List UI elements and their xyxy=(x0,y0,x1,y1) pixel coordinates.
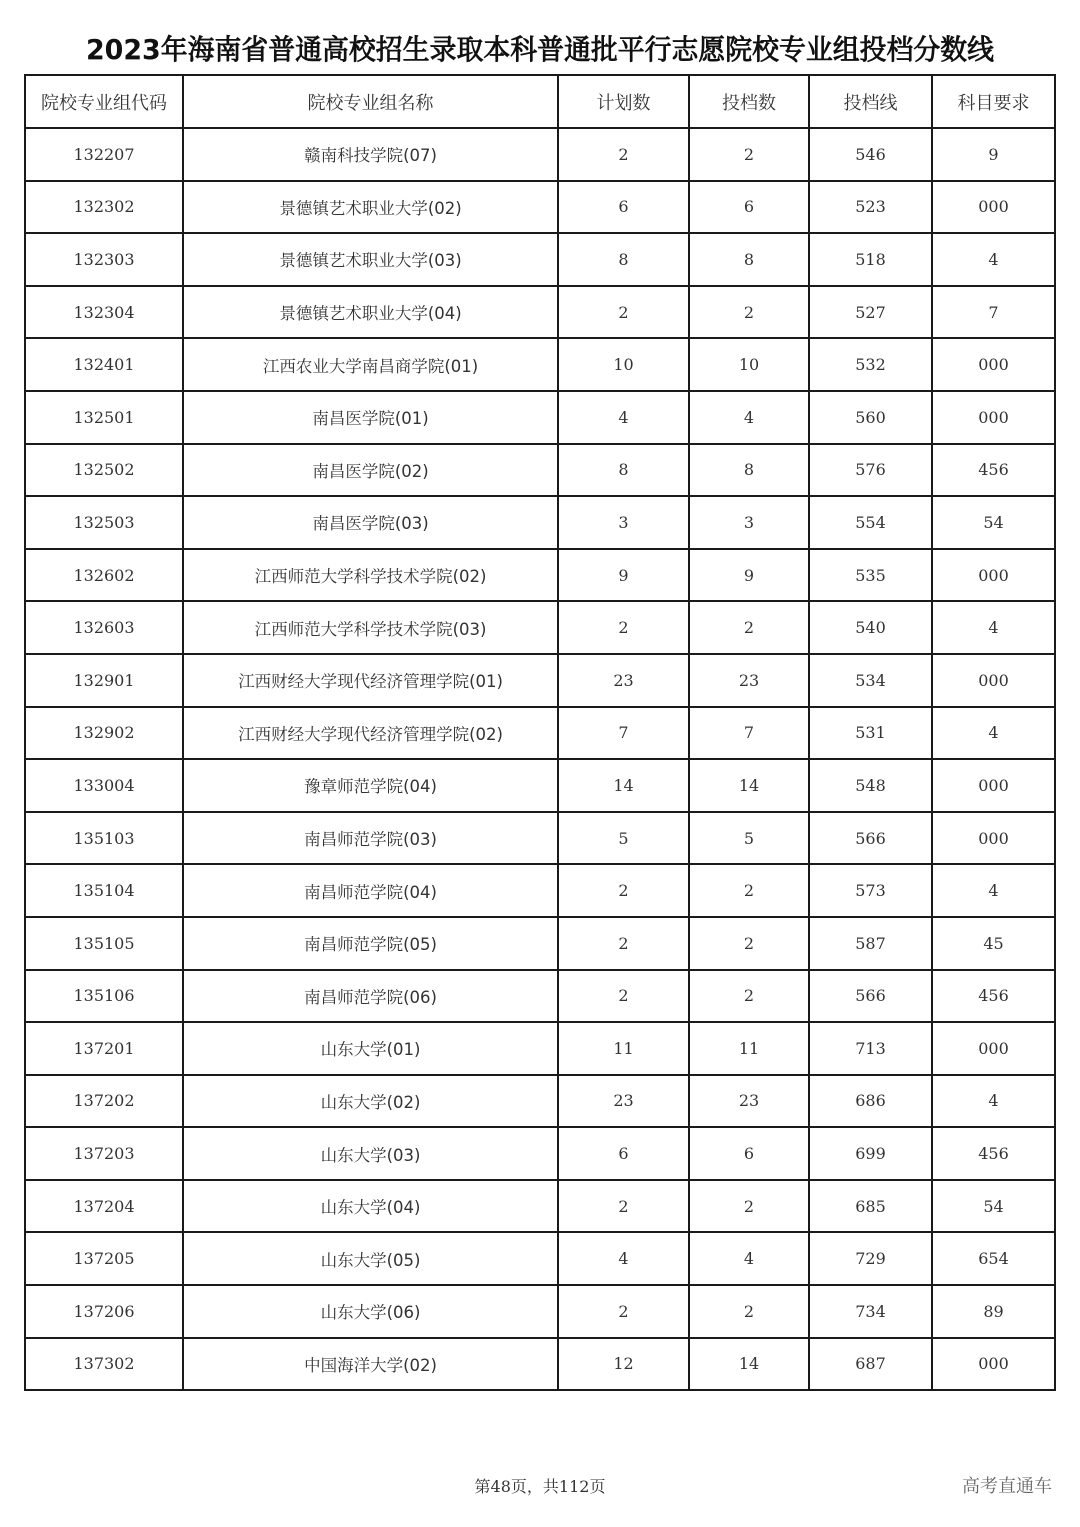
cell-group-name: 山东大学(04) xyxy=(183,1180,558,1233)
page-number: 第48页，共112页 xyxy=(474,1477,606,1496)
cell-subject-requirement: 54 xyxy=(932,496,1055,549)
table-row xyxy=(25,601,1055,654)
cell-admitted-count: 11 xyxy=(689,1022,809,1075)
cell-group-name: 景德镇艺术职业大学(02) xyxy=(183,181,558,234)
cell-cutoff-score: 686 xyxy=(809,1075,932,1128)
admission-score-table xyxy=(24,74,1056,1391)
cell-group-code: 132207 xyxy=(25,128,183,181)
cell-cutoff-score: 534 xyxy=(809,654,932,707)
cell-group-name: 江西师范大学科学技术学院(03) xyxy=(183,601,558,654)
cell-admitted-count: 6 xyxy=(689,1127,809,1180)
cell-group-name: 江西农业大学南昌商学院(01) xyxy=(183,338,558,391)
cell-plan-count: 8 xyxy=(558,233,689,286)
cell-group-name: 南昌医学院(01) xyxy=(183,391,558,444)
cell-cutoff-score: 532 xyxy=(809,338,932,391)
cell-admitted-count: 2 xyxy=(689,864,809,917)
table-row xyxy=(25,1232,1055,1285)
cell-group-name: 南昌医学院(03) xyxy=(183,496,558,549)
cell-cutoff-score: 734 xyxy=(809,1285,932,1338)
document-title: 2023年海南省普通高校招生录取本科普通批平行志愿院校专业组投档分数线 xyxy=(85,33,995,66)
cell-cutoff-score: 531 xyxy=(809,707,932,760)
cell-cutoff-score: 699 xyxy=(809,1127,932,1180)
cell-subject-requirement: 000 xyxy=(932,1022,1055,1075)
header-plan-count: 计划数 xyxy=(558,75,689,128)
cell-plan-count: 23 xyxy=(558,1075,689,1128)
cell-subject-requirement: 4 xyxy=(932,864,1055,917)
cell-subject-requirement: 000 xyxy=(932,1338,1055,1391)
cell-admitted-count: 8 xyxy=(689,233,809,286)
cell-subject-requirement: 4 xyxy=(932,707,1055,760)
cell-admitted-count: 23 xyxy=(689,654,809,707)
cell-group-code: 132901 xyxy=(25,654,183,707)
cell-admitted-count: 6 xyxy=(689,181,809,234)
cell-admitted-count: 2 xyxy=(689,128,809,181)
table-row xyxy=(25,391,1055,444)
cell-cutoff-score: 535 xyxy=(809,549,932,602)
cell-group-name: 豫章师范学院(04) xyxy=(183,759,558,812)
cell-plan-count: 12 xyxy=(558,1338,689,1391)
table-row xyxy=(25,654,1055,707)
cell-admitted-count: 2 xyxy=(689,286,809,339)
cell-group-code: 137204 xyxy=(25,1180,183,1233)
watermark-brand: 高考直通车 xyxy=(962,1476,1052,1497)
cell-cutoff-score: 540 xyxy=(809,601,932,654)
cell-admitted-count: 14 xyxy=(689,1338,809,1391)
cell-subject-requirement: 000 xyxy=(932,338,1055,391)
cell-group-code: 132304 xyxy=(25,286,183,339)
table-row xyxy=(25,444,1055,497)
table-row xyxy=(25,496,1055,549)
cell-plan-count: 11 xyxy=(558,1022,689,1075)
cell-subject-requirement: 000 xyxy=(932,654,1055,707)
table-row xyxy=(25,812,1055,865)
cell-subject-requirement: 456 xyxy=(932,1127,1055,1180)
header-group-name: 院校专业组名称 xyxy=(183,75,558,128)
cell-plan-count: 2 xyxy=(558,917,689,970)
cell-plan-count: 6 xyxy=(558,181,689,234)
table-row xyxy=(25,128,1055,181)
cell-group-code: 135104 xyxy=(25,864,183,917)
cell-subject-requirement: 4 xyxy=(932,233,1055,286)
cell-subject-requirement: 4 xyxy=(932,1075,1055,1128)
cell-admitted-count: 4 xyxy=(689,1232,809,1285)
table-row xyxy=(25,549,1055,602)
table-row xyxy=(25,864,1055,917)
cell-subject-requirement: 000 xyxy=(932,391,1055,444)
cell-group-code: 137202 xyxy=(25,1075,183,1128)
cell-plan-count: 5 xyxy=(558,812,689,865)
cell-cutoff-score: 685 xyxy=(809,1180,932,1233)
cell-group-name: 山东大学(06) xyxy=(183,1285,558,1338)
cell-plan-count: 9 xyxy=(558,549,689,602)
cell-plan-count: 4 xyxy=(558,391,689,444)
cell-group-name: 江西财经大学现代经济管理学院(01) xyxy=(183,654,558,707)
cell-cutoff-score: 527 xyxy=(809,286,932,339)
table-row xyxy=(25,1180,1055,1233)
cell-plan-count: 3 xyxy=(558,496,689,549)
table-row xyxy=(25,917,1055,970)
cell-cutoff-score: 573 xyxy=(809,864,932,917)
cell-group-code: 137205 xyxy=(25,1232,183,1285)
cell-subject-requirement: 7 xyxy=(932,286,1055,339)
cell-admitted-count: 14 xyxy=(689,759,809,812)
table-row xyxy=(25,1022,1055,1075)
cell-cutoff-score: 546 xyxy=(809,128,932,181)
cell-admitted-count: 2 xyxy=(689,1180,809,1233)
cell-group-name: 中国海洋大学(02) xyxy=(183,1338,558,1391)
cell-subject-requirement: 654 xyxy=(932,1232,1055,1285)
cell-group-code: 132503 xyxy=(25,496,183,549)
cell-admitted-count: 8 xyxy=(689,444,809,497)
cell-cutoff-score: 554 xyxy=(809,496,932,549)
cell-subject-requirement: 000 xyxy=(932,812,1055,865)
cell-subject-requirement: 9 xyxy=(932,128,1055,181)
cell-admitted-count: 2 xyxy=(689,601,809,654)
cell-group-name: 南昌师范学院(04) xyxy=(183,864,558,917)
cell-group-code: 132502 xyxy=(25,444,183,497)
cell-admitted-count: 10 xyxy=(689,338,809,391)
cell-plan-count: 23 xyxy=(558,654,689,707)
cell-group-code: 137203 xyxy=(25,1127,183,1180)
cell-cutoff-score: 523 xyxy=(809,181,932,234)
cell-cutoff-score: 548 xyxy=(809,759,932,812)
cell-cutoff-score: 518 xyxy=(809,233,932,286)
cell-group-name: 景德镇艺术职业大学(03) xyxy=(183,233,558,286)
table-row xyxy=(25,1285,1055,1338)
cell-group-name: 江西师范大学科学技术学院(02) xyxy=(183,549,558,602)
cell-group-code: 137302 xyxy=(25,1338,183,1391)
cell-cutoff-score: 576 xyxy=(809,444,932,497)
cell-group-code: 132302 xyxy=(25,181,183,234)
cell-group-code: 135105 xyxy=(25,917,183,970)
cell-group-name: 江西财经大学现代经济管理学院(02) xyxy=(183,707,558,760)
cell-subject-requirement: 4 xyxy=(932,601,1055,654)
cell-group-name: 南昌医学院(02) xyxy=(183,444,558,497)
cell-plan-count: 2 xyxy=(558,128,689,181)
cell-group-code: 132303 xyxy=(25,233,183,286)
cell-plan-count: 2 xyxy=(558,970,689,1023)
cell-group-name: 景德镇艺术职业大学(04) xyxy=(183,286,558,339)
cell-group-code: 132602 xyxy=(25,549,183,602)
cell-subject-requirement: 54 xyxy=(932,1180,1055,1233)
cell-admitted-count: 23 xyxy=(689,1075,809,1128)
table-row xyxy=(25,1075,1055,1128)
table-row xyxy=(25,286,1055,339)
cell-subject-requirement: 000 xyxy=(932,181,1055,234)
cell-admitted-count: 7 xyxy=(689,707,809,760)
header-subject-requirement: 科目要求 xyxy=(932,75,1055,128)
cell-subject-requirement: 000 xyxy=(932,759,1055,812)
table-row xyxy=(25,759,1055,812)
cell-group-name: 山东大学(02) xyxy=(183,1075,558,1128)
table-row xyxy=(25,970,1055,1023)
cell-group-name: 山东大学(05) xyxy=(183,1232,558,1285)
cell-group-name: 山东大学(01) xyxy=(183,1022,558,1075)
table-header-row xyxy=(25,75,1055,128)
table-row xyxy=(25,233,1055,286)
header-cutoff-score: 投档线 xyxy=(809,75,932,128)
cell-plan-count: 6 xyxy=(558,1127,689,1180)
table-row xyxy=(25,1338,1055,1391)
cell-admitted-count: 4 xyxy=(689,391,809,444)
cell-cutoff-score: 566 xyxy=(809,970,932,1023)
cell-plan-count: 8 xyxy=(558,444,689,497)
header-group-code: 院校专业组代码 xyxy=(25,75,183,128)
cell-plan-count: 2 xyxy=(558,601,689,654)
cell-group-code: 137206 xyxy=(25,1285,183,1338)
cell-group-code: 135103 xyxy=(25,812,183,865)
cell-group-name: 赣南科技学院(07) xyxy=(183,128,558,181)
cell-group-code: 135106 xyxy=(25,970,183,1023)
cell-plan-count: 2 xyxy=(558,1180,689,1233)
cell-plan-count: 4 xyxy=(558,1232,689,1285)
cell-group-code: 132401 xyxy=(25,338,183,391)
cell-plan-count: 2 xyxy=(558,286,689,339)
cell-admitted-count: 9 xyxy=(689,549,809,602)
cell-admitted-count: 2 xyxy=(689,917,809,970)
cell-subject-requirement: 456 xyxy=(932,444,1055,497)
cell-subject-requirement: 45 xyxy=(932,917,1055,970)
cell-subject-requirement: 89 xyxy=(932,1285,1055,1338)
table-row xyxy=(25,181,1055,234)
table-row xyxy=(25,1127,1055,1180)
cell-cutoff-score: 560 xyxy=(809,391,932,444)
cell-admitted-count: 3 xyxy=(689,496,809,549)
table-body xyxy=(25,128,1055,1390)
cell-group-code: 132501 xyxy=(25,391,183,444)
cell-admitted-count: 2 xyxy=(689,1285,809,1338)
table-row xyxy=(25,338,1055,391)
cell-cutoff-score: 587 xyxy=(809,917,932,970)
cell-subject-requirement: 456 xyxy=(932,970,1055,1023)
cell-cutoff-score: 687 xyxy=(809,1338,932,1391)
cell-group-name: 南昌师范学院(05) xyxy=(183,917,558,970)
cell-plan-count: 2 xyxy=(558,864,689,917)
cell-subject-requirement: 000 xyxy=(932,549,1055,602)
cell-group-code: 132902 xyxy=(25,707,183,760)
cell-admitted-count: 5 xyxy=(689,812,809,865)
cell-plan-count: 7 xyxy=(558,707,689,760)
header-admitted-count: 投档数 xyxy=(689,75,809,128)
cell-group-code: 133004 xyxy=(25,759,183,812)
cell-cutoff-score: 729 xyxy=(809,1232,932,1285)
cell-plan-count: 10 xyxy=(558,338,689,391)
cell-plan-count: 14 xyxy=(558,759,689,812)
cell-plan-count: 2 xyxy=(558,1285,689,1338)
cell-group-name: 南昌师范学院(06) xyxy=(183,970,558,1023)
cell-group-name: 山东大学(03) xyxy=(183,1127,558,1180)
cell-group-name: 南昌师范学院(03) xyxy=(183,812,558,865)
cell-admitted-count: 2 xyxy=(689,970,809,1023)
cell-group-code: 137201 xyxy=(25,1022,183,1075)
cell-group-code: 132603 xyxy=(25,601,183,654)
cell-cutoff-score: 566 xyxy=(809,812,932,865)
cell-cutoff-score: 713 xyxy=(809,1022,932,1075)
table-row xyxy=(25,707,1055,760)
